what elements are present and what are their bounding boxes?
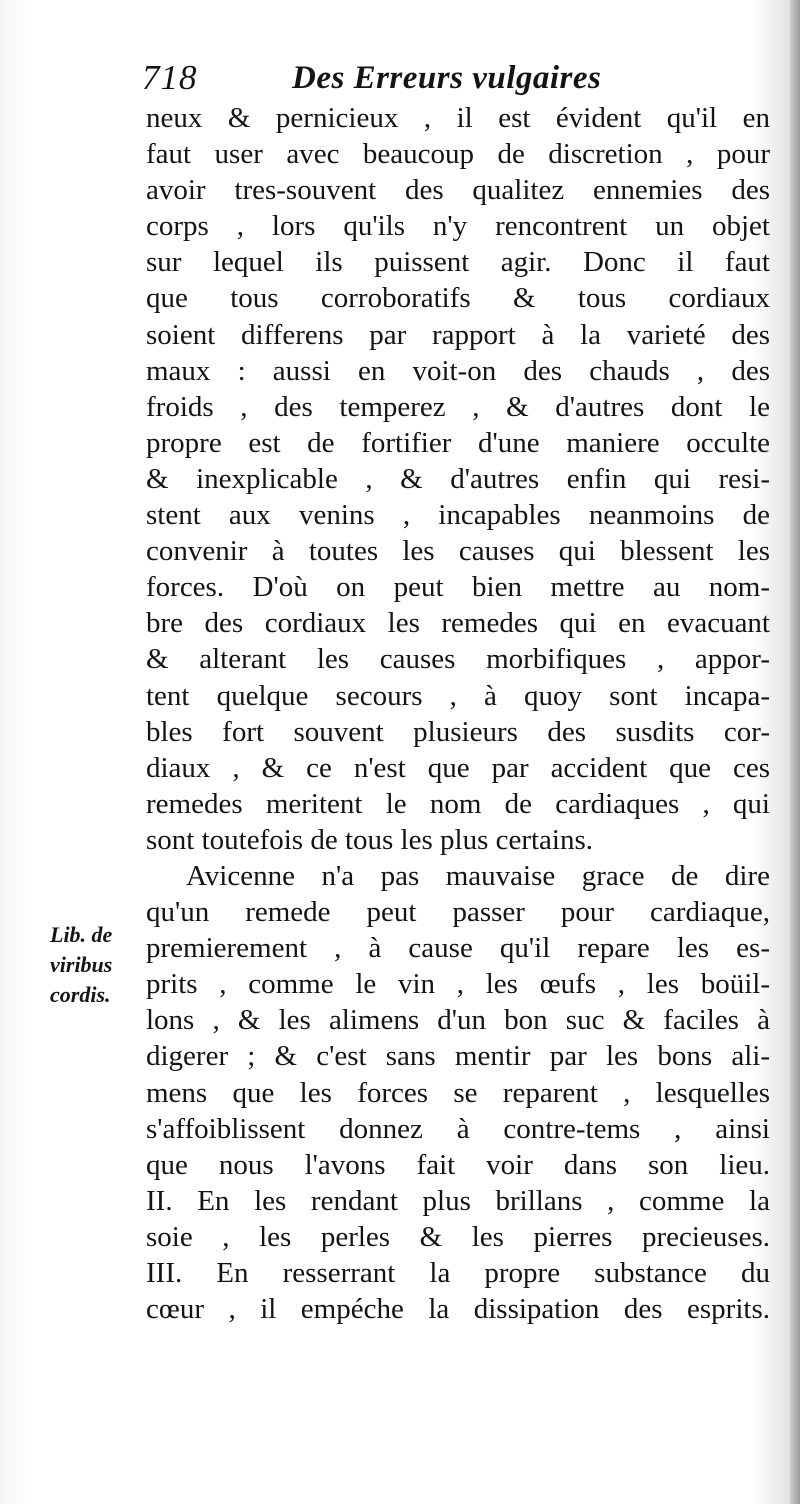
- text-line: maux : aussi en voit-on des chauds , des: [146, 354, 770, 387]
- text-line: diaux , & ce n'est que par accident que ces: [146, 751, 770, 784]
- margin-note-line: cordis.: [50, 982, 111, 1007]
- margin-note-line: Lib. de: [50, 922, 113, 947]
- text-line: digerer ; & c'est sans mentir par les bons ali-: [146, 1040, 770, 1073]
- body-text: [146, 100, 770, 1327]
- margin-note-line: viribus: [50, 952, 113, 977]
- text-line: faut user avec beaucoup de discretion , pour: [146, 138, 770, 171]
- text-line: III. En resserrant la propre substance du: [146, 1257, 770, 1289]
- text-line: que tous corroboratifs & tous cordiaux: [146, 282, 770, 315]
- text-line: que nous l'avons fait voir dans son lieu.: [146, 1148, 770, 1181]
- text-line: avoir tres-souvent des qualitez ennemies des: [146, 174, 770, 207]
- running-head: Des Erreurs vulgaires: [292, 60, 602, 96]
- margin-note: [50, 920, 146, 1010]
- text-line: tent quelque secours , à quoy sont incapa-: [146, 679, 770, 712]
- text-line: & inexplicable , & d'autres enfin qui resi-: [146, 462, 770, 495]
- text-line: lons , & les alimens d'un bon suc & faciles à: [146, 1004, 770, 1037]
- text-line: Avicenne n'a pas mauvaise grace de dire: [186, 859, 770, 892]
- text-line: premierement , à cause qu'il repare les es-: [146, 932, 770, 965]
- text-line: corps , lors qu'ils n'y rencontrent un objet: [146, 210, 770, 243]
- text-line: soie , les perles & les pierres precieuses.: [146, 1220, 770, 1253]
- text-line: s'affoiblissent donnez à contre-tems , ainsi: [146, 1112, 770, 1145]
- text-line: propre est de fortifier d'une maniere occulte: [146, 426, 770, 459]
- text-line: froids , des temperez , & d'autres dont le: [146, 390, 770, 423]
- page-edge-shadow: [790, 0, 800, 1504]
- text-line: bre des cordiaux les remedes qui en evacuant: [146, 607, 770, 640]
- text-line: prits , comme le vin , les œufs , les boüil-: [146, 968, 770, 1001]
- text-line: stent aux venins , incapables neanmoins de: [146, 499, 770, 532]
- text-line: soient differens par rapport à la varieté des: [146, 318, 770, 351]
- text-line: & alterant les causes morbifiques , appor-: [146, 643, 770, 676]
- text-line: mens que les forces se reparent , lesquelles: [146, 1076, 770, 1109]
- text-line: convenir à toutes les causes qui blessent les: [146, 535, 770, 568]
- text-line: sont toutefois de tous les plus certains.: [146, 823, 594, 856]
- page-number: 718: [142, 58, 198, 97]
- text-line: qu'un remede peut passer pour cardiaque,: [146, 896, 770, 929]
- text-line: neux & pernicieux , il est évident qu'il en: [146, 102, 770, 134]
- text-line: cœur , il empéche la dissipation des esprits.: [146, 1293, 770, 1326]
- text-line: remedes meritent le nom de cardiaques , qui: [146, 787, 770, 820]
- text-line: bles fort souvent plusieurs des susdits cor-: [146, 715, 770, 748]
- text-line: II. En les rendant plus brillans , comme la: [146, 1184, 770, 1217]
- text-line: sur lequel ils puissent agir. Donc il faut: [146, 246, 770, 279]
- text-line: forces. D'où on peut bien mettre au nom-: [146, 571, 770, 604]
